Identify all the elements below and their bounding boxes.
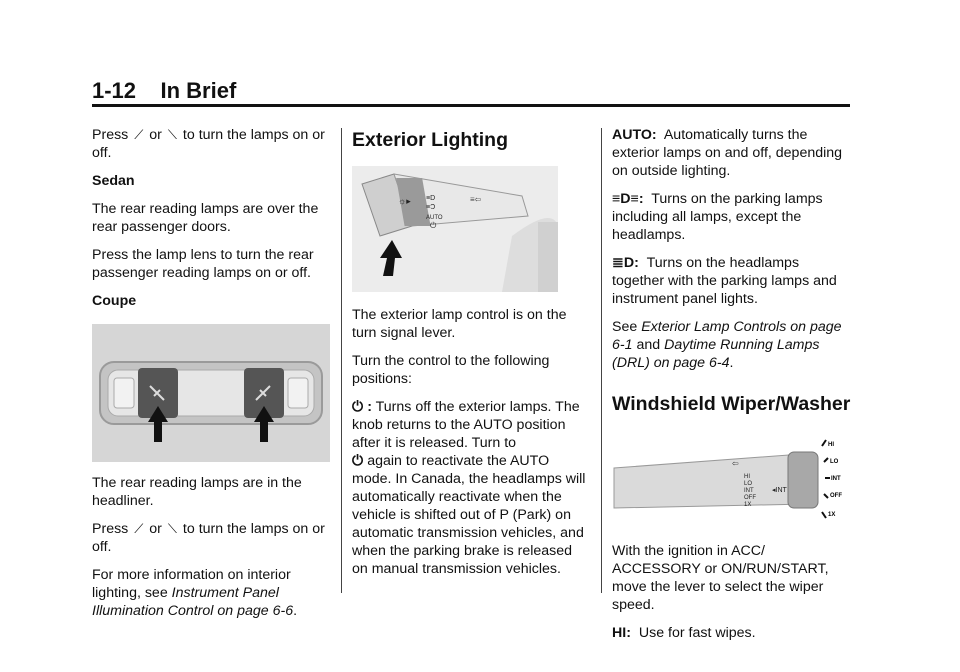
wiper-off-label: OFF	[830, 493, 842, 499]
paragraph-headlamps: ≣D: Turns on the headlamps together with the parking lamps and instrument panel lights.	[612, 255, 837, 307]
wiper-fig-label-1x: 1X	[744, 502, 752, 508]
heading-coupe: Coupe	[92, 293, 137, 309]
paragraph-auto: AUTO: Automatically turns the exterior lamps on and off, depending on outside lighting.	[612, 127, 843, 179]
paragraph-off: ⏻ : Turns off the exterior lamps. The knob returns to the AUTO position after it is released. Turn to ⏻ again to reactivate the AUTO mode. In Canada, the headlamps will automatically reactivate when the vehicle is shifted out of P (Park) on automatic transmission vehicles, and when the parking brake is released on manual transmission vehicles.	[352, 399, 586, 577]
power-off-icon: ⏻	[352, 453, 364, 469]
reading-lamp-left-icon: ⟋	[134, 127, 144, 142]
wiper-lo-label: LO	[830, 459, 839, 465]
column-divider-2	[601, 128, 602, 593]
paragraph-coupe-1: The rear reading lamps are in the headliner.	[92, 475, 302, 509]
parking-lamps-icon: ≡D≡	[612, 191, 639, 207]
lever-sun-glyph: ☼▸	[398, 196, 411, 206]
wiper-fig-label-off: OFF	[744, 495, 756, 501]
wiper-int-glyph: ◂INT	[772, 487, 787, 494]
paragraph-wiper-ignition: With the ignition in ACC/ ACCESSORY or ON/RUN/START, move the lever to select the wiper speed.	[612, 543, 829, 613]
paragraph-coupe-press: Press ⟋ or ⟍ to turn the lamps on or off.	[92, 521, 325, 555]
wiper-fig-label-hi: HI	[744, 474, 750, 480]
coupe-lamps-illustration	[92, 324, 330, 462]
column-divider-1	[341, 128, 342, 593]
reading-lamp-right-icon: ⟍	[167, 521, 177, 536]
paragraph-sedan-2: Press the lamp lens to turn the rear passenger reading lamps on or off.	[92, 247, 314, 281]
lever-symbol-glyph: ≡⇦	[470, 195, 482, 204]
power-off-icon: ⏻	[352, 399, 364, 415]
link-exterior-lamp-controls[interactable]: Exterior Lamp Controls on page 6-1	[612, 319, 842, 353]
wiper-hi-label: HI	[828, 442, 834, 448]
heading-sedan: Sedan	[92, 173, 135, 189]
paragraph-more-info: For more information on interior lighting, see Instrument Panel Illumination Control on page 6-6.	[92, 567, 298, 619]
paragraph-see: See Exterior Lamp Controls on page 6-1 and Daytime Running Lamps (DRL) on page 6-4.	[612, 319, 842, 371]
wiper-1x-label: 1X	[828, 512, 836, 518]
headlamps-icon: ≣D	[612, 255, 635, 271]
section-title-wiper-washer: Windshield Wiper/Washer	[612, 393, 851, 415]
wiper-lever-illustration	[612, 432, 840, 528]
wiper-fig-label-int: INT	[744, 488, 754, 494]
paragraph-press-lamps: Press ⟋ or ⟍ to turn the lamps on or off.	[92, 127, 325, 161]
lever-symbol-glyph: ≡Ɔ	[426, 204, 436, 211]
lamp-lever-illustration	[352, 166, 558, 292]
exterior-lamp-control-figure	[352, 166, 558, 292]
page-header	[92, 78, 848, 106]
reading-lamp-left-icon: ⟋	[134, 521, 144, 536]
column-3	[612, 126, 854, 652]
paragraph-parking: ≡D≡: Turns on the parking lamps including all lamps, except the headlamps.	[612, 191, 823, 243]
link-daytime-running-lamps[interactable]: Daytime Running Lamps (DRL) on page 6-4	[612, 337, 820, 371]
section-title-exterior-lighting: Exterior Lighting	[352, 129, 508, 151]
wiper-lever-figure	[612, 432, 840, 528]
header-rule	[92, 104, 850, 107]
wiper-int-label: INT	[831, 476, 841, 482]
link-instrument-panel[interactable]: Instrument Panel Illumination Control on page 6-6	[92, 585, 294, 619]
paragraph-turn-control: Turn the control to the following positions:	[352, 353, 550, 387]
coupe-reading-lamps-figure	[92, 324, 330, 462]
wiper-fig-label-lo: LO	[744, 481, 753, 487]
column-2	[352, 126, 590, 588]
lever-power-glyph: ⏻	[430, 221, 437, 230]
washer-icon: ⇦	[732, 459, 739, 468]
paragraph-sedan-1: The rear reading lamps are over the rear passenger doors.	[92, 201, 319, 235]
lever-symbol-glyph: ≡D	[426, 195, 436, 202]
page-title: 1-12 In Brief	[92, 78, 237, 103]
paragraph-lamp-control: The exterior lamp control is on the turn signal lever.	[352, 307, 567, 341]
column-1	[92, 126, 332, 630]
reading-lamp-right-icon: ⟍	[167, 127, 177, 142]
lever-auto-label: AUTO	[426, 215, 443, 221]
paragraph-hi: HI: Use for fast wipes.	[612, 625, 756, 641]
